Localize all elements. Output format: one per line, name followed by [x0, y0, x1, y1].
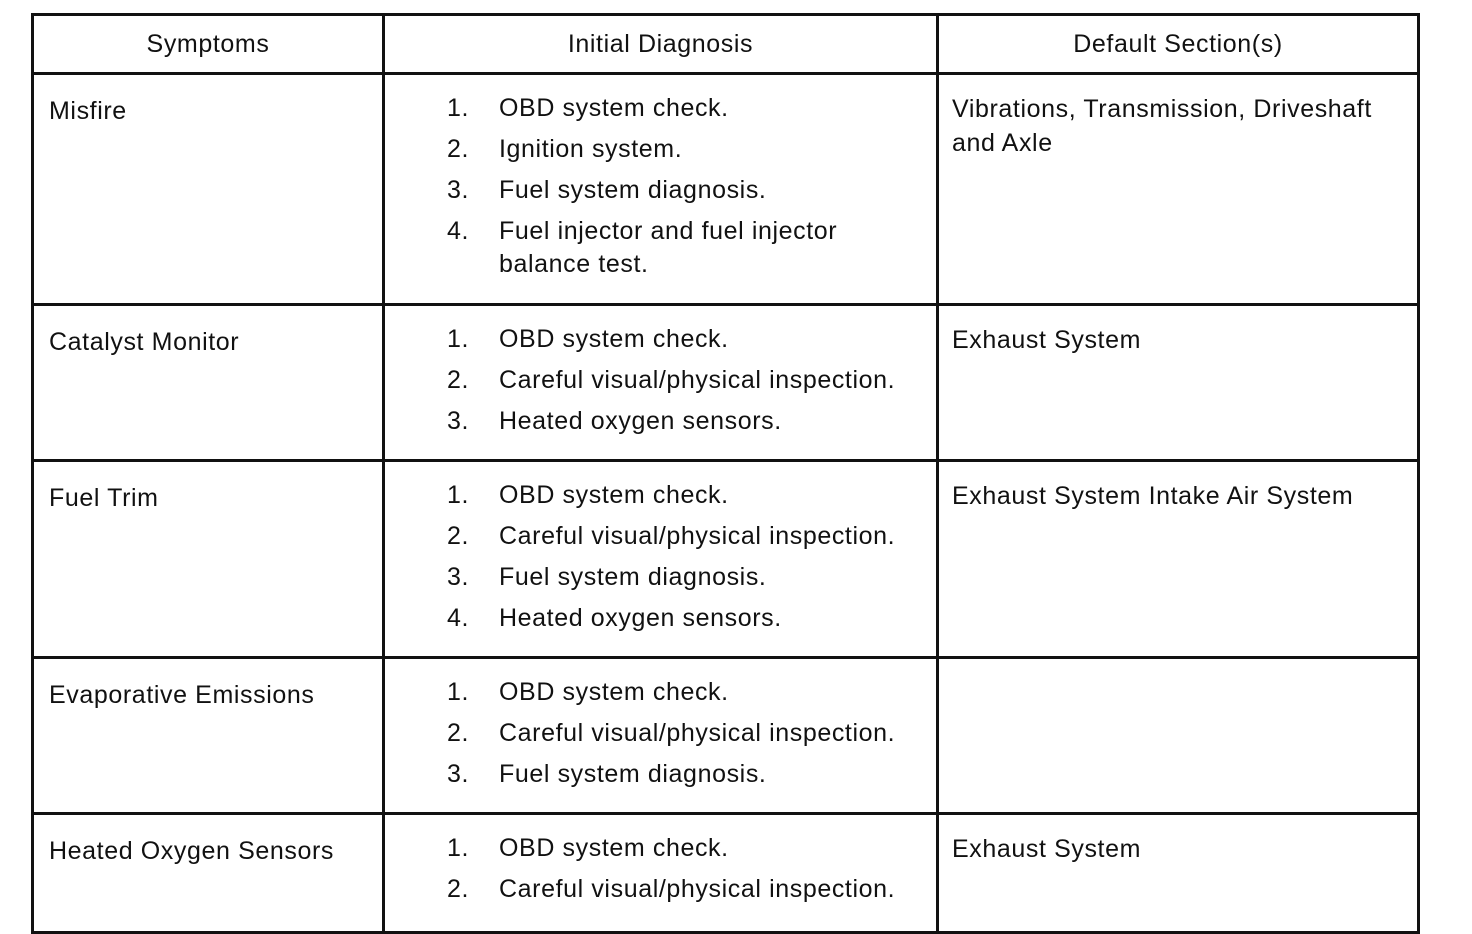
diagnosis-cell — [384, 658, 938, 814]
step-text: Fuel system diagnosis. — [499, 176, 767, 204]
step-number: 1. — [447, 678, 470, 706]
default-section-cell: Exhaust System — [938, 814, 1419, 933]
diagnosis-steps — [385, 832, 926, 906]
diagnosis-cell — [384, 814, 938, 933]
step-text: OBD system check. — [499, 94, 729, 122]
step-text: Fuel system diagnosis. — [499, 760, 767, 788]
header-default-sections: Default Section(s) — [938, 15, 1419, 74]
step-text: OBD system check. — [499, 325, 729, 353]
diagnosis-step — [385, 758, 926, 791]
step-number: 3. — [447, 176, 470, 204]
step-text: Ignition system. — [499, 135, 683, 163]
table-header-row — [33, 15, 1419, 74]
diagnosis-step — [385, 323, 926, 356]
diagnosis-cell — [384, 74, 938, 305]
step-number: 4. — [447, 217, 470, 245]
diagnosis-steps — [385, 479, 926, 635]
diagnosis-steps — [385, 323, 926, 438]
step-text: Careful visual/physical inspection. — [499, 366, 896, 394]
default-section-cell: Exhaust System Intake Air System — [938, 461, 1419, 658]
default-section-cell: Vibrations, Transmission, Driveshaft and Axle — [938, 74, 1419, 305]
diagnosis-step — [385, 479, 926, 512]
step-number: 1. — [447, 325, 470, 353]
symptom-cell: Fuel Trim — [33, 461, 384, 658]
symptom-cell: Heated Oxygen Sensors — [33, 814, 384, 933]
diagnosis-step — [385, 520, 926, 553]
step-text: Fuel injector and fuel injector balance test. — [499, 217, 838, 278]
table-row — [33, 305, 1419, 461]
diagnosis-step — [385, 405, 926, 438]
step-text: Careful visual/physical inspection. — [499, 719, 896, 747]
diagnosis-step — [385, 602, 926, 635]
diagnosis-cell — [384, 461, 938, 658]
diagnosis-step — [385, 215, 926, 281]
step-number: 1. — [447, 94, 470, 122]
step-number: 4. — [447, 604, 470, 632]
diagnosis-step — [385, 92, 926, 125]
step-number: 2. — [447, 875, 470, 903]
default-section-cell: Exhaust System — [938, 305, 1419, 461]
step-number: 1. — [447, 481, 470, 509]
step-text: Heated oxygen sensors. — [499, 407, 782, 435]
step-number: 2. — [447, 135, 470, 163]
step-text: OBD system check. — [499, 834, 729, 862]
step-text: Heated oxygen sensors. — [499, 604, 782, 632]
header-initial-diagnosis: Initial Diagnosis — [384, 15, 938, 74]
diagnosis-cell — [384, 305, 938, 461]
step-text: Fuel system diagnosis. — [499, 563, 767, 591]
step-number: 3. — [447, 563, 470, 591]
diagnosis-step — [385, 133, 926, 166]
step-number: 2. — [447, 366, 470, 394]
step-text: Careful visual/physical inspection. — [499, 875, 896, 903]
diagnosis-steps — [385, 92, 926, 281]
diagnosis-step — [385, 364, 926, 397]
diagnosis-step — [385, 676, 926, 709]
step-text: OBD system check. — [499, 678, 729, 706]
step-number: 3. — [447, 760, 470, 788]
diagnosis-step — [385, 832, 926, 865]
step-number: 1. — [447, 834, 470, 862]
default-section-cell — [938, 658, 1419, 814]
step-number: 2. — [447, 719, 470, 747]
diagnosis-step — [385, 717, 926, 750]
diagnosis-step — [385, 873, 926, 906]
step-text: OBD system check. — [499, 481, 729, 509]
symptom-cell: Misfire — [33, 74, 384, 305]
step-text: Careful visual/physical inspection. — [499, 522, 896, 550]
diagnosis-step — [385, 561, 926, 594]
diagnosis-steps — [385, 676, 926, 791]
diagnosis-table — [31, 13, 1420, 934]
table-row — [33, 461, 1419, 658]
symptom-cell: Catalyst Monitor — [33, 305, 384, 461]
step-number: 2. — [447, 522, 470, 550]
diagnosis-step — [385, 174, 926, 207]
table-row — [33, 814, 1419, 933]
step-number: 3. — [447, 407, 470, 435]
table-row — [33, 74, 1419, 305]
header-symptoms: Symptoms — [33, 15, 384, 74]
table-row — [33, 658, 1419, 814]
symptom-cell: Evaporative Emissions — [33, 658, 384, 814]
